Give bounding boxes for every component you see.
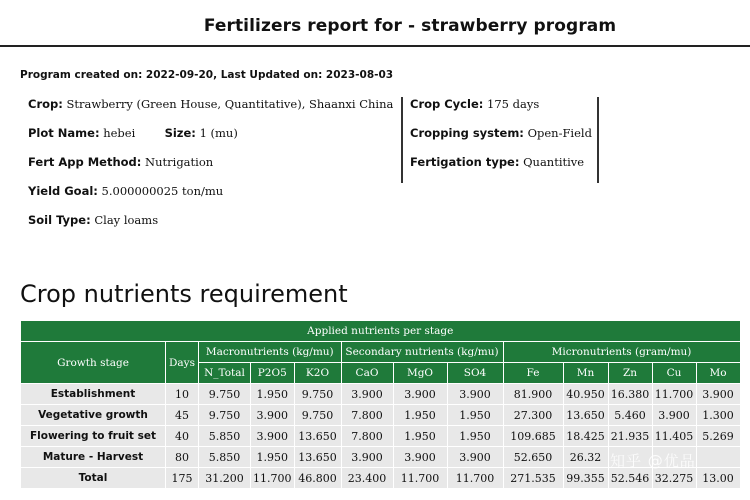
yield-row <box>28 184 393 213</box>
created-updated-line: Program created on: 2022-09-20, Last Updated on: 2023-08-03 <box>20 69 394 81</box>
yield-goal-label: Yield Goal: <box>28 184 98 198</box>
table-body <box>21 384 741 489</box>
plot-name-label: Plot Name: <box>28 126 100 140</box>
column-header: Fe <box>503 363 563 384</box>
cropping-system-row <box>410 126 592 155</box>
column-header: Zn <box>608 363 652 384</box>
nutrient-value-cell: 13.650 <box>294 426 341 447</box>
nutrient-value-cell: 3.900 <box>341 447 393 468</box>
nutrient-value-cell: 1.950 <box>447 426 503 447</box>
soil-type-value: Clay loams <box>94 213 159 227</box>
nutrient-value-cell: 5.269 <box>696 426 740 447</box>
plot-row <box>28 126 393 155</box>
column-header: Mo <box>696 363 740 384</box>
nutrient-value-cell: 3.900 <box>341 384 393 405</box>
nutrient-value-cell: 7.800 <box>341 426 393 447</box>
nutrient-value-cell: 5.850 <box>199 447 251 468</box>
info-divider-left <box>401 97 403 183</box>
nutrient-value-cell: 1.950 <box>251 447 295 468</box>
nutrient-value-cell: 11.405 <box>652 426 696 447</box>
growth-stage-cell: Establishment <box>21 384 166 405</box>
nutrient-value-cell: 32.275 <box>652 468 696 489</box>
nutrient-value-cell: 7.800 <box>341 405 393 426</box>
fertigation-type-row <box>410 155 592 184</box>
applied-nutrients-header: Applied nutrients per stage <box>21 321 741 342</box>
column-header: N_Total <box>199 363 251 384</box>
nutrient-value-cell: 3.900 <box>696 384 740 405</box>
nutrient-value-cell: 9.750 <box>294 384 341 405</box>
fert-method-row <box>28 155 393 184</box>
nutrient-value-cell: 3.900 <box>652 405 696 426</box>
column-header: P2O5 <box>251 363 295 384</box>
days-cell: 45 <box>166 405 199 426</box>
growth-stage-cell: Mature - Harvest <box>21 447 166 468</box>
nutrient-value-cell: 1.950 <box>393 405 447 426</box>
nutrient-value-cell: 18.425 <box>563 426 608 447</box>
days-cell: 80 <box>166 447 199 468</box>
nutrient-value-cell: 1.950 <box>447 405 503 426</box>
nutrient-value-cell: 99.355 <box>563 468 608 489</box>
fert-method-value: Nutrigation <box>145 155 214 169</box>
nutrient-value-cell: 13.00 <box>696 468 740 489</box>
fertigation-type-label: Fertigation type: <box>410 155 520 169</box>
nutrient-value-cell: 1.300 <box>696 405 740 426</box>
table-row <box>21 384 741 405</box>
nutrient-value-cell: 1.950 <box>393 426 447 447</box>
info-divider-right <box>597 97 599 183</box>
nutrient-value-cell: 31.200 <box>199 468 251 489</box>
crop-value: Strawberry (Green House, Quantitative), Shaanxi China <box>66 97 394 111</box>
size-label: Size: <box>164 126 196 140</box>
cropping-system-label: Cropping system: <box>410 126 524 140</box>
days-cell: 175 <box>166 468 199 489</box>
nutrient-value-cell: 3.900 <box>447 447 503 468</box>
nutrient-value-cell: 16.380 <box>608 384 652 405</box>
nutrient-value-cell: 5.850 <box>199 426 251 447</box>
crop-cycle-value: 175 days <box>487 97 540 111</box>
nutrient-value-cell: 11.700 <box>393 468 447 489</box>
nutrient-value-cell: 9.750 <box>199 405 251 426</box>
crop-cycle-label: Crop Cycle: <box>410 97 484 111</box>
growth-stage-cell: Flowering to fruit set <box>21 426 166 447</box>
soil-row <box>28 213 393 242</box>
nutrient-value-cell: 271.535 <box>503 468 563 489</box>
title-divider <box>0 45 750 47</box>
crop-row <box>28 97 393 126</box>
watermark: 知乎 @优品 <box>610 452 696 470</box>
nutrient-value-cell: 9.750 <box>294 405 341 426</box>
table-row <box>21 405 741 426</box>
soil-type-label: Soil Type: <box>28 213 91 227</box>
nutrient-value-cell: 9.750 <box>199 384 251 405</box>
macronutrients-header: Macronutrients (kg/mu) <box>199 342 342 363</box>
cropping-system-value: Open-Field <box>527 126 592 140</box>
fertigation-type-value: Quantitive <box>523 155 585 169</box>
nutrient-value-cell: 5.460 <box>608 405 652 426</box>
column-header: K2O <box>294 363 341 384</box>
nutrient-value-cell: 13.650 <box>563 405 608 426</box>
table-row <box>21 426 741 447</box>
nutrient-value-cell: 3.900 <box>393 447 447 468</box>
plot-name-value: hebei <box>103 126 136 140</box>
nutrient-value-cell: 11.700 <box>447 468 503 489</box>
column-header: Mn <box>563 363 608 384</box>
nutrient-value-cell: 3.900 <box>393 384 447 405</box>
growth-stage-header: Growth stage <box>21 342 166 384</box>
nutrient-value-cell: 1.950 <box>251 384 295 405</box>
growth-stage-cell: Total <box>21 468 166 489</box>
column-header: SO4 <box>447 363 503 384</box>
micronutrients-header: Micronutrients (gram/mu) <box>503 342 740 363</box>
nutrient-value-cell: 3.900 <box>251 426 295 447</box>
size-value: 1 (mu) <box>199 126 238 140</box>
crop-label: Crop: <box>28 97 63 111</box>
days-cell: 40 <box>166 426 199 447</box>
nutrient-value-cell: 81.900 <box>503 384 563 405</box>
nutrient-value-cell: 11.700 <box>652 384 696 405</box>
nutrient-value-cell: 52.546 <box>608 468 652 489</box>
yield-goal-value: 5.000000025 ton/mu <box>101 184 224 198</box>
nutrient-value-cell: 3.900 <box>251 405 295 426</box>
nutrient-value-cell: 27.300 <box>503 405 563 426</box>
column-header: Cu <box>652 363 696 384</box>
nutrient-value-cell: 26.32 <box>563 447 608 468</box>
program-info-right <box>410 97 592 184</box>
section-title: Crop nutrients requirement <box>20 280 348 308</box>
crop-cycle-row <box>410 97 592 126</box>
fert-method-label: Fert App Method: <box>28 155 142 169</box>
nutrient-value-cell <box>696 447 740 468</box>
nutrient-value-cell: 46.800 <box>294 468 341 489</box>
nutrient-value-cell: 3.900 <box>447 384 503 405</box>
nutrient-value-cell: 21.935 <box>608 426 652 447</box>
days-cell: 10 <box>166 384 199 405</box>
column-header: MgO <box>393 363 447 384</box>
secondary-nutrients-header: Secondary nutrients (kg/mu) <box>341 342 503 363</box>
nutrient-value-cell: 13.650 <box>294 447 341 468</box>
nutrient-value-cell: 52.650 <box>503 447 563 468</box>
table-header-groups <box>21 342 741 363</box>
nutrient-value-cell: 109.685 <box>503 426 563 447</box>
days-header: Days <box>166 342 199 384</box>
program-info-left <box>28 97 393 242</box>
table-header-top <box>21 321 741 342</box>
column-header: CaO <box>341 363 393 384</box>
report-title: Fertilizers report for - strawberry program <box>203 16 617 36</box>
nutrient-value-cell: 40.950 <box>563 384 608 405</box>
growth-stage-cell: Vegetative growth <box>21 405 166 426</box>
nutrient-value-cell: 23.400 <box>341 468 393 489</box>
nutrient-value-cell: 11.700 <box>251 468 295 489</box>
